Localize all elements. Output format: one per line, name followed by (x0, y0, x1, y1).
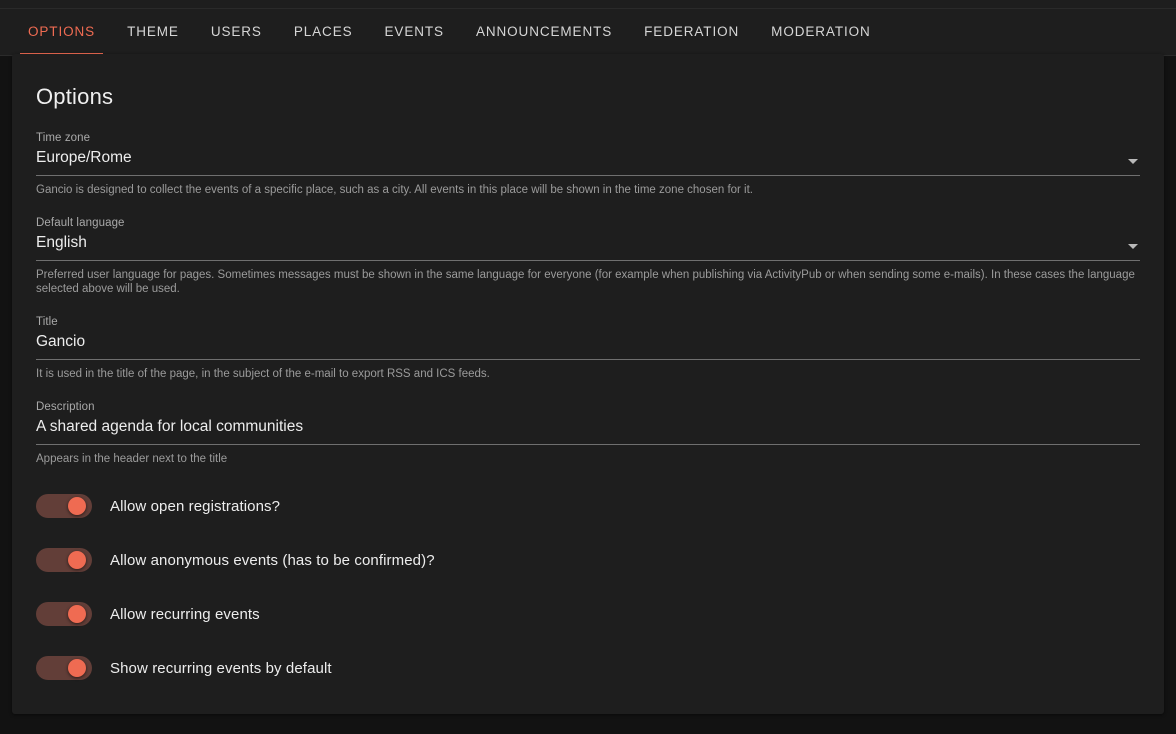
toggle-open-registrations-label: Allow open registrations? (110, 497, 281, 515)
tab-events[interactable] (369, 9, 460, 55)
time-zone-label: Time zone (36, 132, 91, 144)
tab-users[interactable] (195, 9, 278, 55)
tab-options[interactable] (12, 9, 111, 55)
default-language-hint: Preferred user language for pages. Sometimes messages must be shown in the same language for everyone (for example when publishing via ActivityPub or when sending some e-mails). In these cases the language selected above will be used. (36, 269, 1135, 295)
window-top-strip (0, 0, 1176, 9)
toggle-thumb (68, 497, 86, 515)
tab-users-label: USERS (210, 24, 262, 39)
time-zone-hint: Gancio is designed to collect the events of a specific place, such as a city. All events in this place will be shown in the time zone chosen for it. (36, 184, 753, 196)
title-input[interactable] (36, 332, 1096, 352)
description-input-wrapper[interactable] (36, 417, 1140, 445)
time-zone-select[interactable] (36, 148, 1140, 176)
options-card (12, 54, 1164, 714)
toggle-anonymous-events[interactable] (36, 546, 92, 574)
tab-options-label: OPTIONS (28, 24, 96, 39)
tab-federation[interactable] (628, 9, 755, 55)
toggle-anonymous-events-label: Allow anonymous events (has to be confirmed)? (110, 551, 435, 569)
toggle-thumb (68, 551, 86, 569)
tab-federation-label: FEDERATION (644, 24, 740, 39)
title-label: Title (36, 316, 58, 328)
title-hint: It is used in the title of the page, in the subject of the e-mail to export RSS and ICS feeds. (36, 368, 490, 380)
field-time-zone (36, 132, 1140, 176)
switch-row-show-recurring-default[interactable] (36, 648, 1140, 688)
tab-moderation[interactable] (755, 9, 887, 55)
tab-places[interactable] (278, 9, 369, 55)
admin-tab-bar (0, 9, 1176, 55)
toggle-thumb (68, 659, 86, 677)
toggle-recurring-events-label: Allow recurring events (110, 605, 260, 623)
toggle-thumb (68, 605, 86, 623)
description-label: Description (36, 401, 95, 413)
field-title (36, 316, 1140, 360)
tab-places-label: PLACES (293, 24, 353, 39)
tab-announcements-label: ANNOUNCEMENTS (475, 24, 613, 39)
description-input[interactable] (36, 417, 1096, 437)
page-title: Options (36, 84, 114, 109)
chevron-down-icon[interactable] (1128, 244, 1138, 249)
default-language-select[interactable] (36, 233, 1140, 261)
tab-moderation-label: MODERATION (771, 24, 871, 39)
tab-announcements[interactable] (460, 9, 628, 55)
tab-events-label: EVENTS (384, 24, 444, 39)
field-description (36, 401, 1140, 445)
title-input-wrapper[interactable] (36, 332, 1140, 360)
bottom-bar (0, 720, 1176, 734)
switch-row-recurring-events[interactable] (36, 594, 1140, 634)
tab-theme[interactable] (111, 9, 195, 55)
default-language-value[interactable] (36, 233, 1096, 253)
field-default-language (36, 217, 1140, 261)
toggle-show-recurring-default[interactable] (36, 654, 92, 682)
switch-row-open-registrations[interactable] (36, 486, 1140, 526)
chevron-down-icon[interactable] (1128, 159, 1138, 164)
tab-theme-label: THEME (127, 24, 179, 39)
toggle-show-recurring-default-label: Show recurring events by default (110, 659, 332, 677)
toggle-recurring-events[interactable] (36, 600, 92, 628)
default-language-label: Default language (36, 217, 125, 229)
switch-row-anonymous-events[interactable] (36, 540, 1140, 580)
time-zone-value[interactable] (36, 148, 1096, 168)
description-hint: Appears in the header next to the title (36, 453, 228, 465)
toggle-open-registrations[interactable] (36, 492, 92, 520)
